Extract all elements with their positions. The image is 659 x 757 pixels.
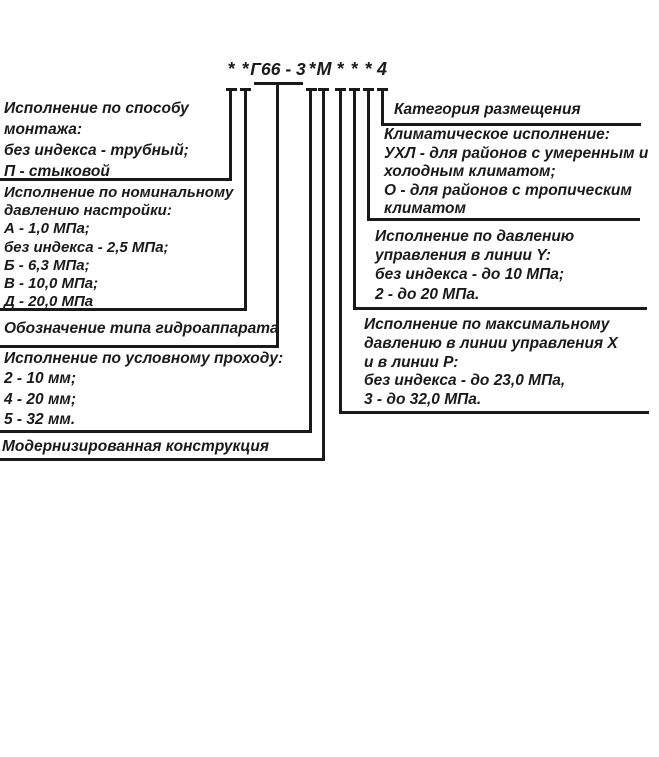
label-block-control-pressure-y: [375, 227, 574, 304]
code-symbol-star-5: *: [350, 59, 358, 79]
code-symbol-m: М: [316, 59, 332, 79]
label-line: Исполнение по условному проходу:: [4, 350, 284, 367]
label-line: УХЛ - для районов с умеренным и: [384, 144, 649, 162]
label-line: Климатическое исполнение:: [384, 126, 610, 143]
connector-max-pressure: [339, 88, 342, 414]
label-line: В - 10,0 МПа;: [4, 275, 99, 293]
code-symbol-star-4: *: [336, 59, 344, 79]
label-line: 5 - 32 мм.: [4, 410, 76, 428]
label-line: Б - 6,3 МПа;: [4, 256, 90, 274]
label-line: холодным климатом;: [384, 163, 556, 181]
label-line: 4 - 20 мм;: [4, 390, 77, 408]
code-symbol-star-6: *: [364, 59, 372, 79]
label-line: Исполнение по номинальному: [4, 184, 234, 201]
label-block-mounting-type: [4, 98, 189, 182]
label-line: без индекса - 2,5 МПа;: [4, 238, 169, 256]
connector-nominal-bore: [309, 88, 312, 433]
label-line: монтажа:: [4, 121, 83, 138]
label-block-max-pressure-xp: [364, 316, 618, 410]
label-line: 2 - 10 мм;: [4, 370, 77, 388]
label-line: Модернизированная конструкция: [2, 438, 269, 455]
label-underline: [0, 345, 279, 348]
label-line: Д - 20,0 МПа: [4, 293, 94, 311]
label-line: Исполнение по способу: [4, 100, 189, 117]
code-symbol-category: 4: [376, 59, 388, 79]
label-block-placement-category: [394, 101, 581, 119]
label-line: 2 - до 20 МПа.: [375, 285, 480, 303]
connector-nominal-pressure: [244, 88, 247, 311]
label-line: климатом: [384, 200, 466, 218]
label-line: без индекса - трубный;: [4, 142, 189, 159]
label-line: Обозначение типа гидроаппарата: [4, 320, 279, 337]
label-block-device-type: [4, 320, 279, 338]
label-line: давлению в линии управления Х: [364, 334, 618, 352]
label-block-modernized-design: [2, 438, 269, 456]
label-block-nominal-bore: [4, 349, 283, 430]
label-underline: [339, 411, 649, 414]
label-underline: [353, 307, 647, 310]
label-line: без индекса - до 23,0 МПа,: [364, 372, 566, 390]
label-block-climatic-version: [384, 126, 648, 219]
label-line: О - для районов с тропическим: [384, 181, 632, 199]
label-line: давлению настройки:: [4, 202, 172, 220]
connector-device-type: [276, 84, 279, 348]
label-line: и в линии Р:: [364, 353, 459, 371]
label-line: Категория размещения: [394, 101, 581, 118]
label-line: А - 1,0 МПа;: [4, 220, 90, 238]
code-symbol-star-3: *: [308, 59, 316, 79]
label-block-nominal-pressure: [4, 184, 233, 311]
connector-climatic-version: [367, 88, 370, 221]
connector-placement-category: [381, 88, 384, 126]
code-symbol-star-2: *: [241, 59, 249, 79]
label-underline: [0, 458, 325, 461]
label-line: 3 - до 32,0 МПа.: [364, 391, 482, 409]
code-symbol-star-1: *: [227, 59, 235, 79]
connector-control-pressure-y: [353, 88, 356, 310]
label-line: управления в линии Y:: [375, 247, 551, 265]
connector-mounting-type: [229, 88, 232, 181]
label-line: П - стыковой: [4, 163, 110, 180]
connector-modernized-design: [322, 88, 325, 461]
label-underline: [0, 430, 312, 433]
label-line: без индекса - до 10 МПа;: [375, 266, 565, 284]
code-symbol-type: Г66 - 3: [250, 59, 306, 79]
label-line: Исполнение по давлению: [375, 228, 575, 245]
label-line: Исполнение по максимальному: [364, 316, 610, 333]
